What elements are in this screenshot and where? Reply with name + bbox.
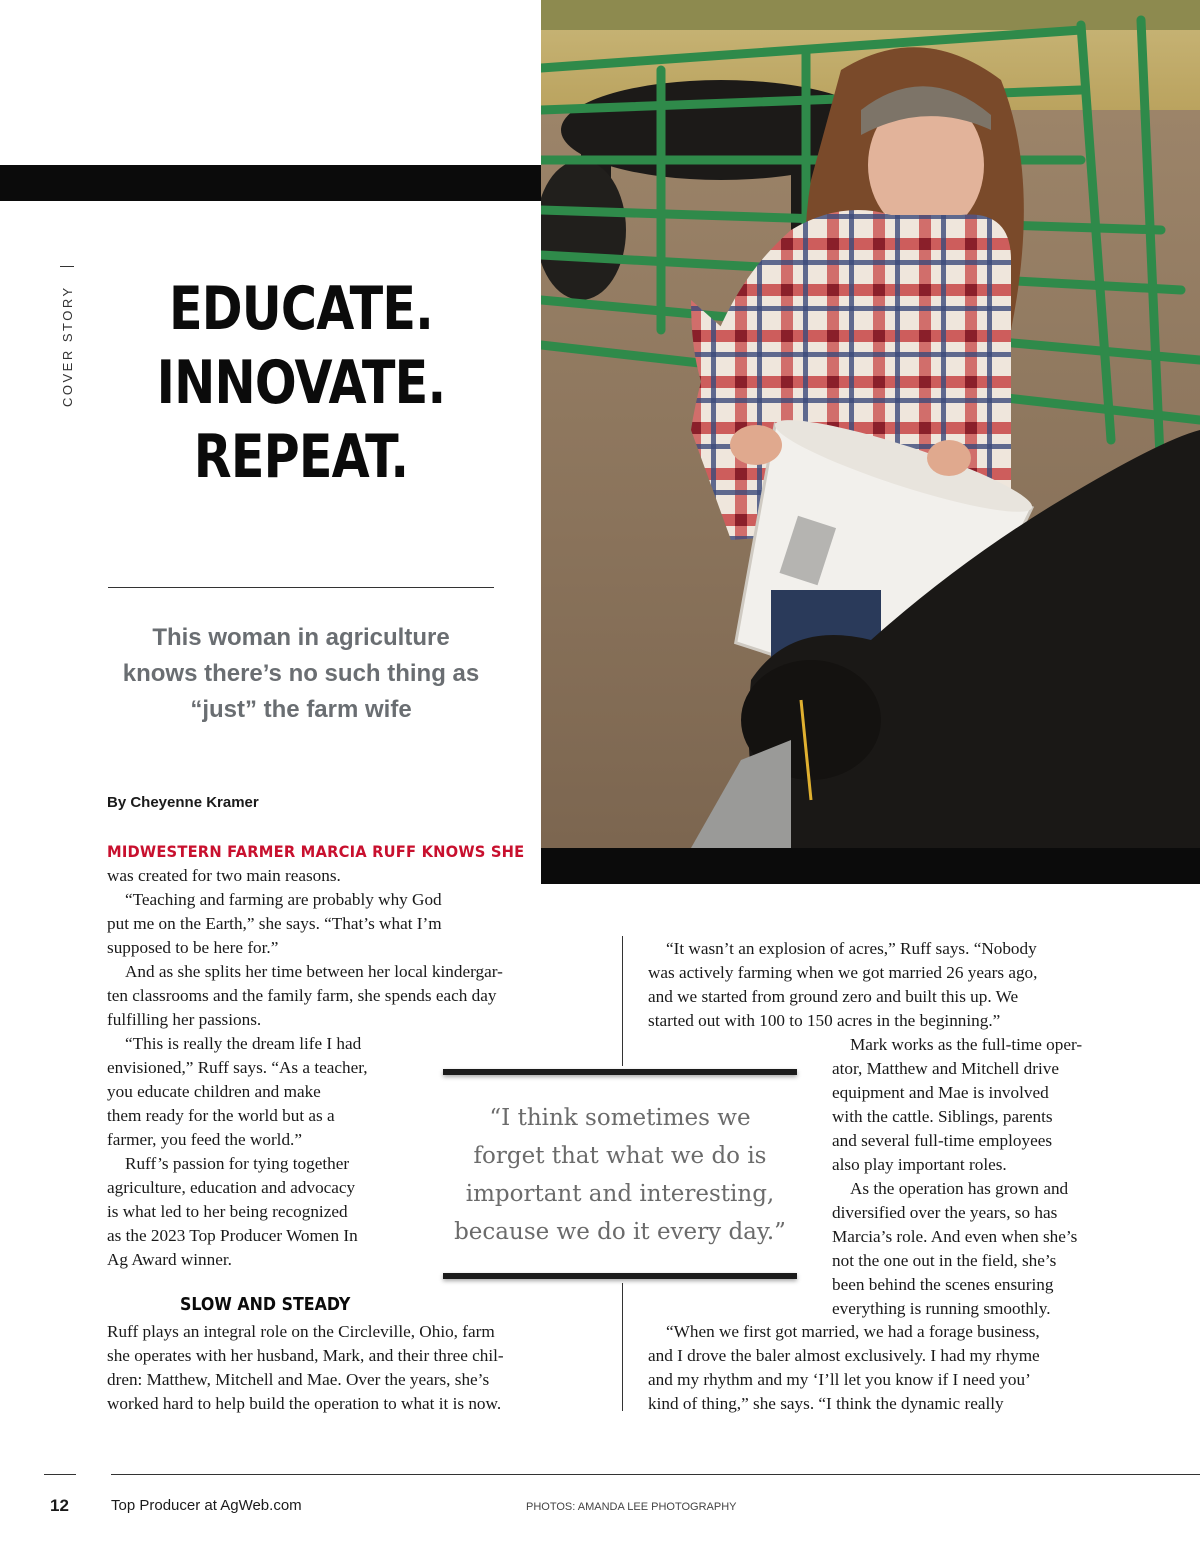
body-line: also play important roles. bbox=[832, 1155, 1007, 1174]
body-line: and several full-time employees bbox=[832, 1131, 1053, 1150]
body-line: “Teaching and farming are probably why God bbox=[125, 890, 442, 909]
deck-line: knows there’s no such thing as bbox=[122, 660, 480, 687]
body-line: Ruff’s passion for tying together bbox=[125, 1154, 350, 1173]
body-line: Mark works as the full-time oper- bbox=[850, 1035, 1083, 1054]
column-divider bbox=[622, 1283, 623, 1411]
column-1-narrow bbox=[107, 1032, 427, 1272]
headline bbox=[108, 272, 494, 494]
body-line: fulfilling her passions. bbox=[107, 1010, 262, 1029]
pull-quote bbox=[440, 1099, 800, 1251]
section-label: COVER STORY bbox=[60, 285, 75, 407]
pull-quote-line: important and interesting, bbox=[465, 1181, 775, 1207]
body-line: “This is really the dream life I had bbox=[125, 1034, 362, 1053]
body-line: was actively farming when we got married 26 years ago, bbox=[648, 963, 1038, 982]
body-line: started out with 100 to 150 acres in the beginning.” bbox=[648, 1011, 1001, 1030]
body-line: Ag Award winner. bbox=[107, 1250, 232, 1269]
headline-line: REPEAT. bbox=[193, 422, 409, 492]
body-line: envisioned,” Ruff says. “As a teacher, bbox=[107, 1058, 368, 1077]
column-2-narrow bbox=[832, 1033, 1152, 1321]
headline-line: EDUCATE. bbox=[168, 274, 434, 344]
page-number: 12 bbox=[50, 1496, 69, 1515]
deck-line: “just” the farm wife bbox=[190, 696, 412, 723]
pull-quote-top-bar bbox=[443, 1069, 797, 1075]
header-bar bbox=[0, 165, 541, 201]
body-line: and we started from ground zero and built this up. We bbox=[648, 987, 1019, 1006]
footer-rule bbox=[111, 1474, 1200, 1475]
body-line: you educate children and make bbox=[107, 1082, 321, 1101]
pull-quote-line: forget that what we do is bbox=[473, 1143, 767, 1169]
headline-line: INNOVATE. bbox=[156, 348, 446, 418]
byline: By Cheyenne Kramer bbox=[107, 794, 259, 811]
cover-photo bbox=[541, 0, 1200, 848]
body-line: diversified over the years, so has bbox=[832, 1203, 1058, 1222]
body-line: not the one out in the field, she’s bbox=[832, 1251, 1057, 1270]
body-line: dren: Matthew, Mitchell and Mae. Over the years, she’s bbox=[107, 1370, 490, 1389]
body-line: them ready for the world but as a bbox=[107, 1106, 335, 1125]
body-line: As the operation has grown and bbox=[850, 1179, 1069, 1198]
body-line: And as she splits her time between her local kindergar- bbox=[125, 962, 503, 981]
footer-rule bbox=[44, 1474, 76, 1475]
body-line: everything is running smoothly. bbox=[832, 1299, 1051, 1318]
column-2-bottom bbox=[648, 1320, 1138, 1416]
body-line: Ruff plays an integral role on the Circleville, Ohio, farm bbox=[107, 1322, 495, 1341]
body-line: as the 2023 Top Producer Women In bbox=[107, 1226, 358, 1245]
body-line: equipment and Mae is involved bbox=[832, 1083, 1049, 1102]
body-line: ator, Matthew and Mitchell drive bbox=[832, 1059, 1059, 1078]
headline-rule bbox=[108, 587, 494, 588]
pull-quote-line: because we do it every day.” bbox=[454, 1219, 786, 1245]
body-line: “When we first got married, we had a forage business, bbox=[666, 1322, 1040, 1341]
column-2-top bbox=[648, 937, 1128, 1033]
body-line: been behind the scenes ensuring bbox=[832, 1275, 1054, 1294]
body-line: is what led to her being recognized bbox=[107, 1202, 348, 1221]
photo-bar bbox=[541, 848, 1200, 884]
body-line: she operates with her husband, Mark, and their three chil- bbox=[107, 1346, 504, 1365]
body-line: kind of thing,” she says. “I think the dynamic really bbox=[648, 1394, 1004, 1413]
body-line: “It wasn’t an explosion of acres,” Ruff says. “Nobody bbox=[666, 939, 1037, 958]
body-line: worked hard to help build the operation to what it is now. bbox=[107, 1394, 502, 1413]
subhead: SLOW AND STEADY bbox=[180, 1294, 351, 1315]
deck-line: This woman in agriculture bbox=[152, 624, 450, 651]
body-line: farmer, you feed the world.” bbox=[107, 1130, 302, 1149]
kicker: MIDWESTERN FARMER MARCIA RUFF KNOWS SHE bbox=[107, 842, 525, 861]
body-line: Marcia’s role. And even when she’s bbox=[832, 1227, 1078, 1246]
side-rule bbox=[60, 266, 74, 267]
column-divider bbox=[622, 936, 623, 1066]
deck bbox=[98, 620, 504, 728]
body-line: was created for two main reasons. bbox=[107, 866, 341, 885]
pull-quote-bottom-bar bbox=[443, 1273, 797, 1279]
photo-credit: PHOTOS: AMANDA LEE PHOTOGRAPHY bbox=[526, 1501, 737, 1513]
body-line: agriculture, education and advocacy bbox=[107, 1178, 356, 1197]
column-1-bottom bbox=[107, 1320, 607, 1416]
body-line: with the cattle. Siblings, parents bbox=[832, 1107, 1053, 1126]
pull-quote-line: “I think sometimes we bbox=[489, 1105, 751, 1131]
publication-name: Top Producer at AgWeb.com bbox=[111, 1497, 302, 1514]
body-line: and my rhythm and my ‘I’ll let you know if I need you’ bbox=[648, 1370, 1031, 1389]
body-line: ten classrooms and the family farm, she spends each day bbox=[107, 986, 497, 1005]
body-line: put me on the Earth,” she says. “That’s what I’m bbox=[107, 914, 442, 933]
column-1-top bbox=[107, 840, 597, 1032]
body-line: supposed to be here for.” bbox=[107, 938, 279, 957]
body-line: and I drove the baler almost exclusively. I had my rhyme bbox=[648, 1346, 1040, 1365]
